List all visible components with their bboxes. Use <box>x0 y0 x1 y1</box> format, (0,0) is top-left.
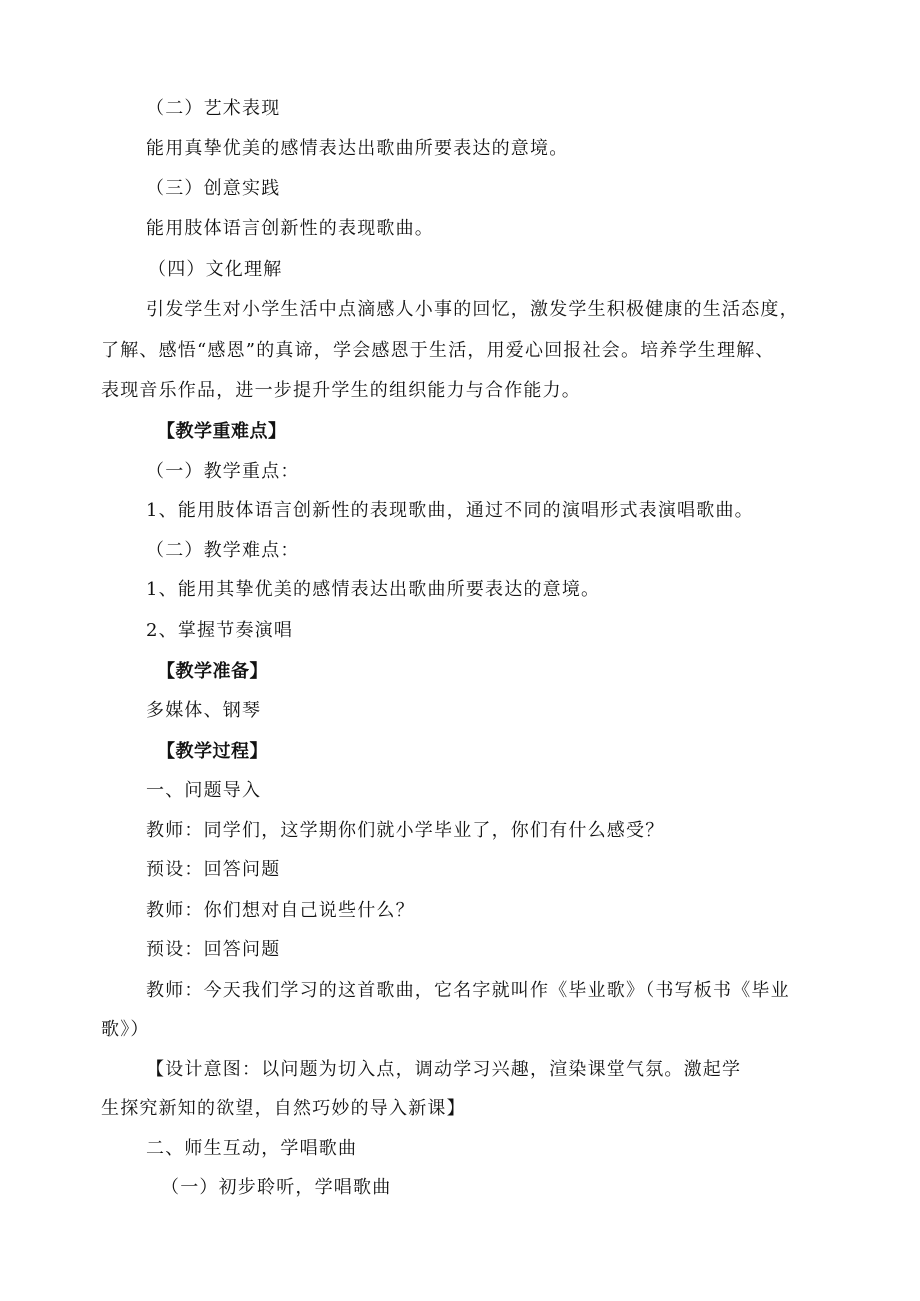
section-heading-process: 【教学过程】 <box>157 741 268 762</box>
section-heading-key-points: 【教学重难点】 <box>157 421 287 442</box>
dialogue-line: 教师：同学们，这学期你们就小学毕业了，你们有什么感受？ <box>146 820 665 841</box>
list-item: 1、能用其挚优美的感情表达出歌曲所要表达的意境。 <box>146 579 601 600</box>
subheading-cultural-understanding: （四）文化理解 <box>148 259 283 280</box>
dialogue-line: 预设：回答问题 <box>146 939 281 960</box>
section-heading-preparation: 【教学准备】 <box>157 661 268 682</box>
dialogue-line: 教师：你们想对自己说些什么？ <box>146 900 415 921</box>
paragraph: 多媒体、钢琴 <box>146 700 262 721</box>
paragraph: 引发学生对小学生活中点滴感人小事的回忆，激发学生积极健康的生活态度， <box>146 299 799 320</box>
paragraph: 能用真挚优美的感情表达出歌曲所要表达的意境。 <box>146 138 569 159</box>
subheading-creative-practice: （三）创意实践 <box>146 178 281 199</box>
subheading-interaction: 二、师生互动，学唱歌曲 <box>146 1138 358 1159</box>
dialogue-line: 歌》） <box>101 1019 150 1040</box>
paragraph: 表现音乐作品，进一步提升学生的组织能力与合作能力。 <box>101 380 581 401</box>
subheading-teaching-difficulty: （二）教学难点： <box>146 540 300 561</box>
subheading-teaching-focus: （一）教学重点： <box>146 461 300 482</box>
subheading-question-intro: 一、问题导入 <box>146 780 262 801</box>
paragraph: 了解、感悟“感恩”的真谛，学会感恩于生活，用爱心回报社会。培养学生理解、 <box>101 340 775 361</box>
dialogue-line: 预设：回答问题 <box>146 859 281 880</box>
dialogue-line: 教师：今天我们学习的这首歌曲，它名字就叫作《毕业歌》（书写板书《毕业 <box>146 980 790 1001</box>
list-item: 2、掌握节奏演唱 <box>146 620 294 641</box>
subheading-initial-listening: （一）初步聆听，学唱歌曲 <box>161 1177 392 1198</box>
list-item: 1、能用肢体语言创新性的表现歌曲，通过不同的演唱形式表演唱歌曲。 <box>146 500 754 521</box>
design-intent: 【设计意图：以问题为切入点，调动学习兴趣，渲染课堂气氛。激起学 <box>146 1059 742 1080</box>
subheading-art-expression: （二）艺术表现 <box>146 98 281 119</box>
design-intent: 生探究新知的欲望，自然巧妙的导入新课】 <box>101 1098 466 1119</box>
paragraph: 能用肢体语言创新性的表现歌曲。 <box>146 218 434 239</box>
